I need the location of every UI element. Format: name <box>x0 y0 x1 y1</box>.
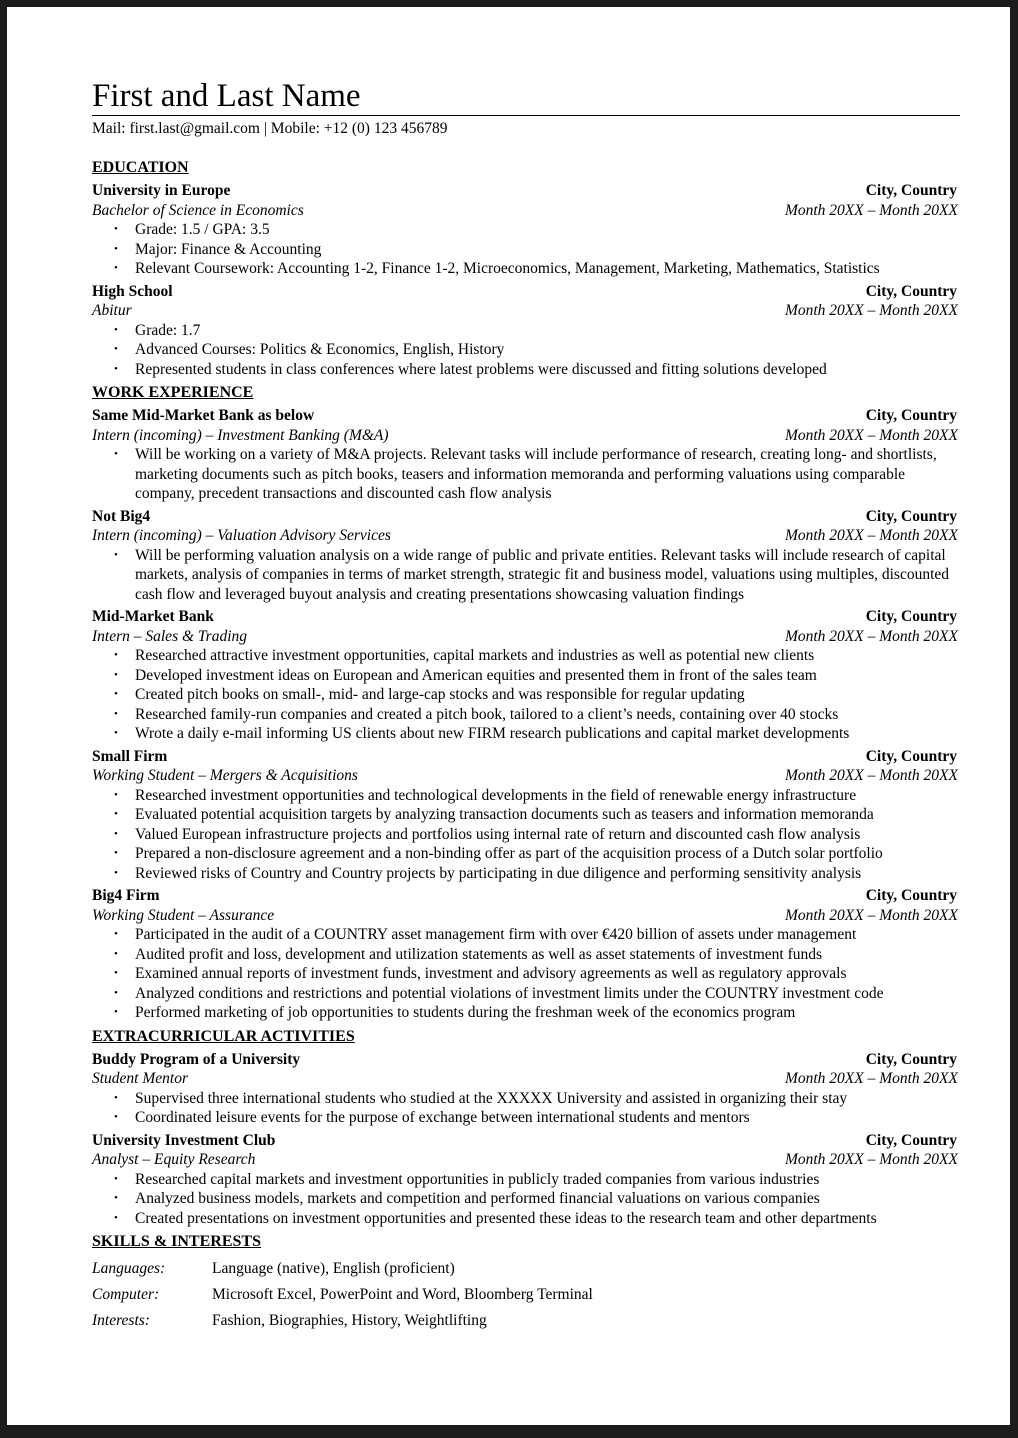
education-entries <box>92 181 960 379</box>
bullet-item: • Researched family-run companies and created a pitch book, tailored to a client’s needs, containing over 40 stocks <box>92 705 960 725</box>
entry-organization: Buddy Program of a University <box>92 1050 301 1068</box>
bullet-item: • Researched attractive investment opportunities, capital markets and industries as well as potential new clients <box>92 646 960 666</box>
entry-header <box>92 886 960 906</box>
work-experience-section <box>92 383 960 1023</box>
entry-block <box>92 406 960 504</box>
entry-header <box>92 507 960 527</box>
bullet-item: • Represented students in class conferences where latest problems were discussed and fitting solutions developed <box>92 360 960 380</box>
section-title-education: EDUCATION <box>92 159 189 176</box>
entry-organization: High School <box>92 282 173 300</box>
resume-page <box>7 7 1010 1425</box>
entry-organization: Mid-Market Bank <box>92 608 214 625</box>
skill-value: Language (native), English (proficient) <box>212 1260 455 1277</box>
entry-header <box>92 406 960 426</box>
bullet-item: • Created presentations on investment opportunities and presented these ideas to the research team and other departments <box>92 1209 960 1229</box>
skill-label: Computer: <box>92 1286 160 1303</box>
bullet-item: • Created pitch books on small-, mid- and large-cap stocks and was responsible for regular updating <box>92 685 960 705</box>
bullet-item: • Researched capital markets and investment opportunities in publicly traded companies from various industries <box>92 1170 960 1190</box>
entry-dates: Month 20XX – Month 20XX <box>784 906 958 924</box>
section-title-skills: SKILLS & INTERESTS <box>92 1233 261 1250</box>
entry-dates: Month 20XX – Month 20XX <box>784 767 958 784</box>
entry-subheader <box>92 301 960 321</box>
bullet-item: • Examined annual reports of investment funds, investment and advisory agreements as well as regulatory approvals <box>92 964 960 984</box>
bullet-item: • Analyzed conditions and restrictions and potential violations of investment limits under the COUNTRY investment code <box>92 984 960 1004</box>
bullet-item: • Researched investment opportunities and technological developments in the field of renewable energy infrastructure <box>92 786 960 806</box>
skill-label: Languages: <box>92 1260 166 1277</box>
skill-value: Microsoft Excel, PowerPoint and Word, Bloomberg Terminal <box>212 1286 593 1303</box>
entry-location: City, Country <box>865 1131 957 1149</box>
entry-location: City, Country <box>865 608 957 625</box>
bullet-item: • Wrote a daily e-mail informing US clients about new FIRM research publications and capital market developments <box>92 724 960 744</box>
entry-bullet-list <box>92 646 960 744</box>
bullet-item: • Will be working on a variety of M&A projects. Relevant tasks will include performance of research, creating long- and shortlists, marketing documents such as pitch books, teasers and information memoranda and performing valuations using comparable company, precedent transactions and discounted cash flow analysis <box>92 445 960 504</box>
entry-bullet-list <box>92 1170 960 1229</box>
education-section <box>92 158 960 379</box>
skills-section <box>92 1232 960 1334</box>
entry-subheader <box>92 526 960 546</box>
bullet-item: • Grade: 1.7 <box>92 321 960 341</box>
entry-role: Bachelor of Science in Economics <box>92 201 304 219</box>
entry-dates: Month 20XX – Month 20XX <box>784 426 958 444</box>
bullet-item: • Supervised three international students who studied at the XXXXX University and assisted in organizing their stay <box>92 1089 960 1109</box>
skill-row-interests <box>92 1308 960 1334</box>
entry-block <box>92 1131 960 1229</box>
entry-bullet-list <box>92 546 960 605</box>
entry-dates: Month 20XX – Month 20XX <box>784 527 958 544</box>
entry-block <box>92 1050 960 1128</box>
bullet-item: • Developed investment ideas on European and American equities and presented them in front of the sales team <box>92 666 960 686</box>
entry-organization: University Investment Club <box>92 1131 276 1149</box>
entry-location: City, Country <box>865 747 957 765</box>
entry-block <box>92 747 960 884</box>
entry-block <box>92 607 960 744</box>
entry-organization: Small Firm <box>92 747 168 765</box>
entry-block <box>92 282 960 380</box>
bullet-item: • Coordinated leisure events for the purpose of exchange between international students and mentors <box>92 1108 960 1128</box>
entry-role: Student Mentor <box>92 1070 188 1087</box>
bullet-item: • Relevant Coursework: Accounting 1-2, Finance 1-2, Microeconomics, Management, Marketing, Mathematics, Statistics <box>92 259 960 279</box>
entry-location: City, Country <box>865 282 957 300</box>
skill-value: Fashion, Biographies, History, Weightlifting <box>212 1312 487 1329</box>
entry-subheader <box>92 1150 960 1170</box>
skills-list <box>92 1256 960 1334</box>
bullet-item: • Will be performing valuation analysis on a wide range of public and private entities. Relevant tasks will include research of capital markets, analysis of companies in terms of market strength, strategic fit and business model, valuations using multiples, discounted cash flow and leveraged buyout analysis and creating presentations showcasing valuation findings <box>92 546 960 605</box>
bullet-item: • Major: Finance & Accounting <box>92 240 960 260</box>
skill-row-languages <box>92 1256 960 1282</box>
entry-role: Abitur <box>92 302 132 319</box>
entry-location: City, Country <box>865 407 957 424</box>
entry-role: Intern (incoming) – Investment Banking (M&A) <box>92 426 389 444</box>
entry-location: City, Country <box>865 182 957 199</box>
entry-dates: Month 20XX – Month 20XX <box>784 201 958 219</box>
entry-location: City, Country <box>865 1050 957 1068</box>
extracurricular-entries <box>92 1050 960 1229</box>
entry-subheader <box>92 766 960 786</box>
entry-dates: Month 20XX – Month 20XX <box>784 627 958 645</box>
entry-organization: Same Mid-Market Bank as below <box>92 407 315 424</box>
contact-line: Mail: first.last@gmail.com | Mobile: +12 (0) 123 456789 <box>92 120 448 137</box>
entry-subheader <box>92 426 960 446</box>
bullet-item: • Evaluated potential acquisition targets by analyzing transaction documents such as teasers and information memoranda <box>92 805 960 825</box>
bullet-item: • Analyzed business models, markets and competition and performed financial valuations on various companies <box>92 1189 960 1209</box>
entry-header <box>92 1050 960 1070</box>
entry-role: Intern (incoming) – Valuation Advisory Services <box>92 527 391 544</box>
entry-dates: Month 20XX – Month 20XX <box>784 1151 958 1168</box>
skill-row-computer <box>92 1282 960 1308</box>
entry-organization: Big4 Firm <box>92 887 160 904</box>
entry-bullet-list <box>92 220 960 279</box>
entry-location: City, Country <box>865 887 957 904</box>
entry-block <box>92 507 960 605</box>
candidate-name: First and Last Name <box>92 77 960 116</box>
entry-role: Intern – Sales & Trading <box>92 627 248 645</box>
entry-bullet-list <box>92 925 960 1023</box>
section-title-extracurricular: EXTRACURRICULAR ACTIVITIES <box>92 1027 355 1045</box>
entry-header <box>92 1131 960 1151</box>
entry-organization: Not Big4 <box>92 507 151 525</box>
entry-role: Working Student – Assurance <box>92 906 275 924</box>
work-entries <box>92 406 960 1023</box>
bullet-item: • Advanced Courses: Politics & Economics, English, History <box>92 340 960 360</box>
section-title-work-experience: WORK EXPERIENCE <box>92 384 254 401</box>
entry-bullet-list <box>92 445 960 504</box>
entry-subheader <box>92 627 960 647</box>
entry-role: Working Student – Mergers & Acquisitions <box>92 767 358 784</box>
bullet-item: • Participated in the audit of a COUNTRY asset management firm with over €420 billion of assets under management <box>92 925 960 945</box>
entry-organization: University in Europe <box>92 182 231 199</box>
bullet-item: • Audited profit and loss, development and utilization statements as well as asset statements of investment funds <box>92 945 960 965</box>
bullet-item: • Performed marketing of job opportunities to students during the freshman week of the economics program <box>92 1003 960 1023</box>
entry-role: Analyst – Equity Research <box>92 1151 256 1168</box>
entry-block <box>92 886 960 1023</box>
extracurricular-section <box>92 1027 960 1229</box>
entry-location: City, Country <box>865 507 957 525</box>
entry-bullet-list <box>92 1089 960 1128</box>
entry-block <box>92 181 960 279</box>
entry-header <box>92 282 960 302</box>
resume-content <box>92 77 960 1334</box>
entry-subheader <box>92 1069 960 1089</box>
bullet-item: • Prepared a non-disclosure agreement and a non-binding offer as part of the acquisition process of a Dutch solar portfolio <box>92 844 960 864</box>
bullet-item: • Reviewed risks of Country and Country projects by participating in due diligence and performing sensitivity analysis <box>92 864 960 884</box>
bullet-item: • Valued European infrastructure projects and portfolios using internal rate of return and discounted cash flow analysis <box>92 825 960 845</box>
entry-subheader <box>92 906 960 926</box>
entry-header <box>92 747 960 767</box>
skill-label: Interests: <box>92 1312 150 1329</box>
entry-bullet-list <box>92 786 960 884</box>
entry-header <box>92 607 960 627</box>
bullet-item: • Grade: 1.5 / GPA: 3.5 <box>92 220 960 240</box>
entry-bullet-list <box>92 321 960 380</box>
entry-subheader <box>92 201 960 221</box>
entry-header <box>92 181 960 201</box>
entry-dates: Month 20XX – Month 20XX <box>784 302 958 319</box>
entry-dates: Month 20XX – Month 20XX <box>784 1070 958 1087</box>
